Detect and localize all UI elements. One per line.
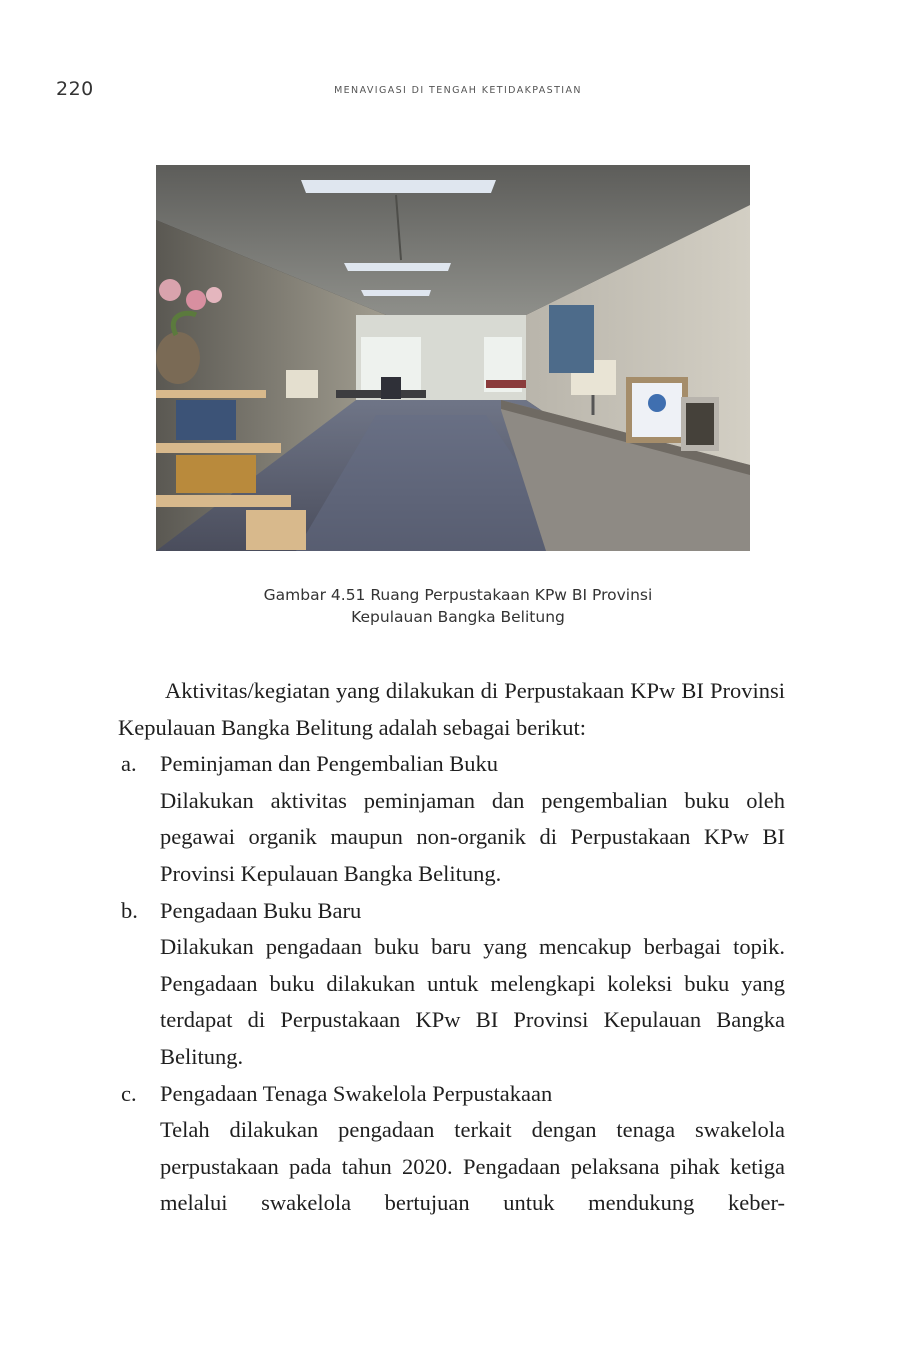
list-marker: b.: [121, 897, 138, 923]
running-header: MENAVIGASI DI TENGAH KETIDAKPASTIAN: [334, 85, 582, 96]
list-item-title: Peminjaman dan Pengembalian Buku: [160, 751, 499, 777]
intro-paragraph: Aktivitas/kegiatan yang dilakukan di Perpustakaan KPw BI Provinsi Kepulauan Bangka Belitung adalah sebagai berikut:: [118, 678, 785, 740]
page-number: 220: [56, 78, 94, 100]
library-room-photo: [156, 165, 750, 551]
list-marker: a.: [121, 751, 137, 777]
caption-line-1: Gambar 4.51 Ruang Perpustakaan KPw BI Provinsi: [263, 586, 653, 604]
list-item-description: Telah dilakukan pengadaan terkait dengan tenaga swakelola perpustakaan pada tahun 2020. Pengadaan pelaksana pihak ketiga melalui swakelola bertujuan untuk mendukung keber-: [160, 1117, 785, 1216]
list-item-title: Pengadaan Tenaga Swakelola Perpustakaan: [160, 1080, 553, 1106]
list-item: [118, 746, 785, 892]
list-item-description: Dilakukan pengadaan buku baru yang mencakup berbagai topik. Pengadaan buku dilakukan untuk melengkapi koleksi buku yang terdapat di Perpustakaan KPw BI Provinsi Kepulauan Bangka Belitung.: [160, 934, 785, 1069]
figure-caption: [0, 584, 916, 628]
list-item: [118, 893, 785, 1076]
body-text: [118, 673, 785, 1222]
list-marker: c.: [121, 1080, 137, 1106]
list-item-description: Dilakukan aktivitas peminjaman dan pengembalian buku oleh pegawai organik maupun non-organik di Perpustakaan KPw BI Provinsi Kepulauan Bangka Belitung.: [160, 787, 785, 886]
list-item: [118, 1076, 785, 1222]
caption-line-2: Kepulauan Bangka Belitung: [351, 608, 565, 626]
list-item-title: Pengadaan Buku Baru: [160, 897, 362, 923]
